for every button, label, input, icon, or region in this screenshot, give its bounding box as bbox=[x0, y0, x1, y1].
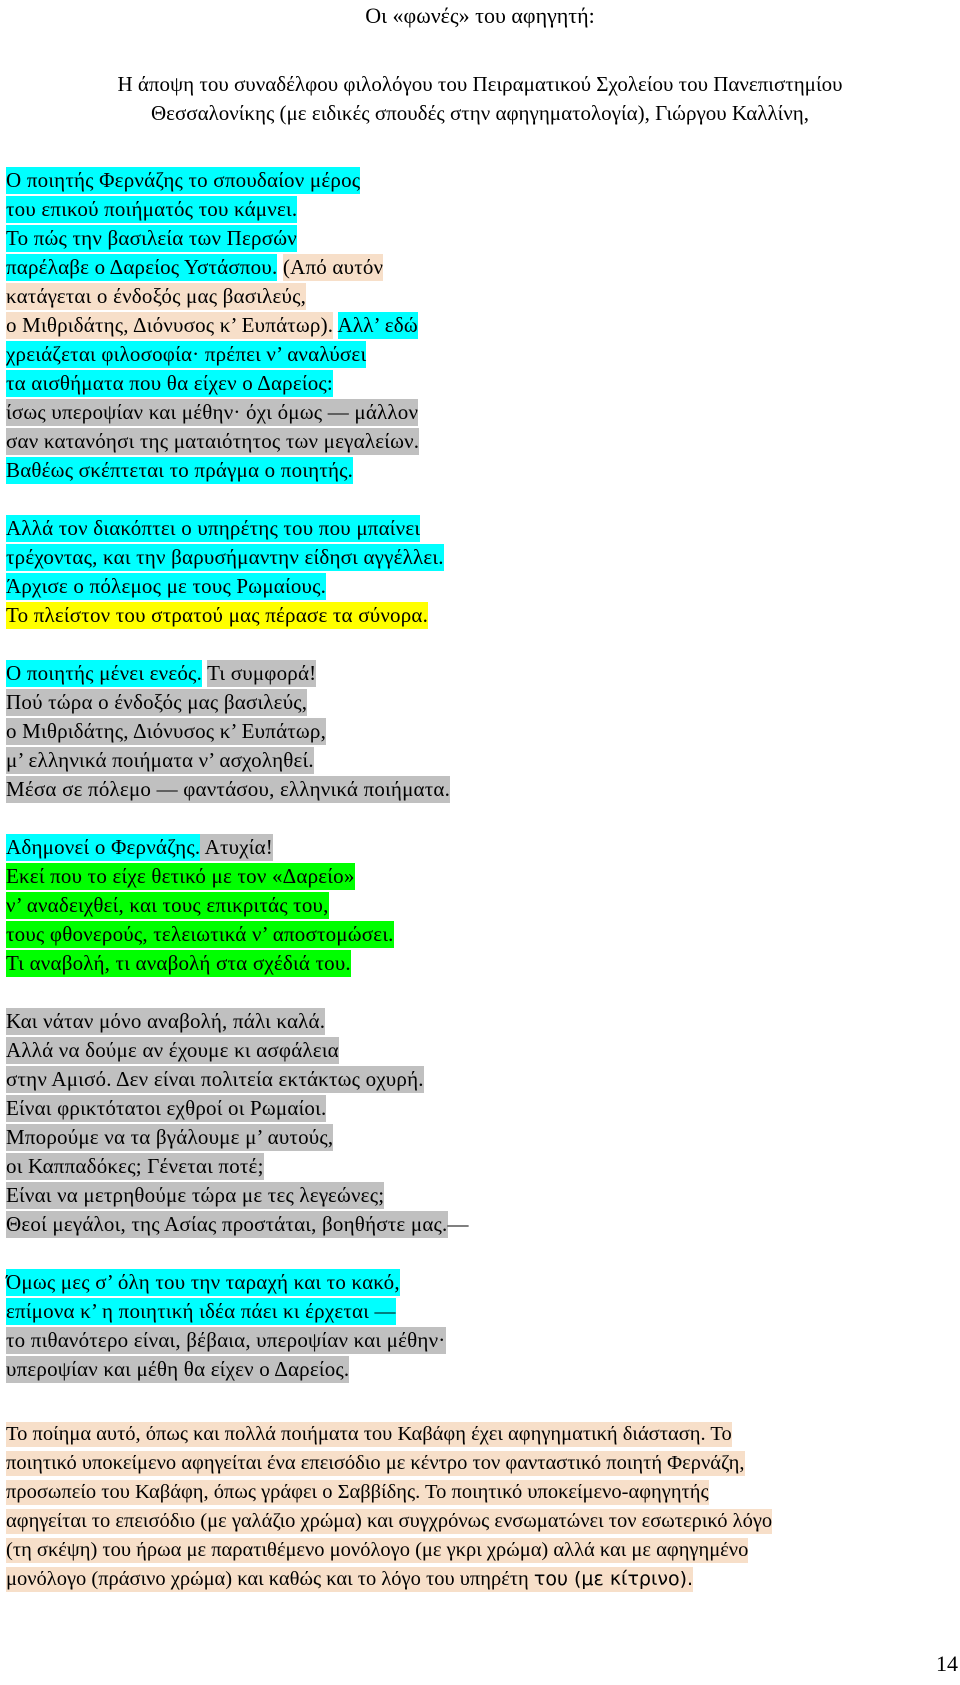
stanza-break bbox=[6, 630, 469, 659]
poem-line bbox=[6, 1094, 469, 1123]
commentary-line bbox=[6, 1536, 956, 1565]
highlighted-segment: Θεοί μεγάλοι, της Ασίας προστάται, βοηθήστε μας. bbox=[6, 1212, 448, 1236]
poem-line bbox=[6, 166, 469, 195]
highlighted-segment: Βαθέως σκέπτεται το πράγμα ο ποιητής. bbox=[6, 458, 354, 482]
highlighted-segment: τους φθονερούς, τελειωτικά ν’ αποστομώσει. bbox=[6, 922, 394, 946]
highlighted-segment: Το πώς την βασιλεία των Περσών bbox=[6, 226, 297, 250]
highlighted-segment bbox=[333, 312, 337, 339]
poem-line bbox=[6, 1297, 469, 1326]
highlighted-segment: του επικού ποιήματός του κάμνει. bbox=[6, 197, 298, 221]
highlighted-segment: οι Καππαδόκες; Γένεται ποτέ; bbox=[6, 1154, 264, 1178]
poem-line bbox=[6, 920, 469, 949]
poem-line bbox=[6, 891, 469, 920]
highlighted-segment: Είναι να μετρηθούμε τώρα με τες λεγεώνες; bbox=[6, 1183, 385, 1207]
page-number: 14 bbox=[936, 1651, 958, 1676]
stanza-break bbox=[6, 485, 469, 514]
intro-line-1: Η άποψη του συναδέλφου φιλολόγου του Πειραματικού Σχολείου του Πανεπιστημίου bbox=[117, 72, 843, 96]
highlighted-segment: το πιθανότερο είναι, βέβαια, υπεροψίαν και μέθην· bbox=[6, 1328, 446, 1352]
poem-line bbox=[6, 427, 469, 456]
poem-line bbox=[6, 311, 469, 340]
highlighted-segment: Άρχισε ο πόλεμος με τους Ρωμαίους. bbox=[6, 574, 327, 598]
poem-line bbox=[6, 543, 469, 572]
highlighted-segment: Μπορούμε να τα βγάλουμε μ’ αυτούς, bbox=[6, 1125, 334, 1149]
poem-line bbox=[6, 1065, 469, 1094]
highlighted-segment: Ο ποιητής Φερνάζης το σπουδαίον μέρος bbox=[6, 168, 361, 192]
poem-line bbox=[6, 514, 469, 543]
highlighted-segment: Αλλ’ εδώ bbox=[337, 313, 418, 337]
highlighted-segment: σαν κατανόησι της ματαιότητος των μεγαλείων. bbox=[6, 429, 420, 453]
poem-line bbox=[6, 456, 469, 485]
highlighted-segment: Ο ποιητής μένει ενεός. bbox=[6, 661, 203, 685]
commentary-line bbox=[6, 1449, 956, 1478]
poem-line bbox=[6, 833, 469, 862]
poem-line bbox=[6, 717, 469, 746]
highlighted-segment: Πού τώρα ο ένδοξός μας βασιλεύς, bbox=[6, 690, 308, 714]
highlighted-segment: χρειάζεται φιλοσοφία· πρέπει ν’ αναλύσει bbox=[6, 342, 367, 366]
highlighted-segment: ο Μιθριδάτης, Διόνυσος κ’ Ευπάτωρ, bbox=[6, 719, 327, 743]
highlighted-segment: κατάγεται ο ένδοξός μας βασιλεύς, bbox=[6, 284, 307, 308]
commentary-line bbox=[6, 1507, 956, 1536]
highlighted-segment: παρέλαβε ο Δαρείος Υστάσπου. bbox=[6, 255, 278, 279]
highlighted-segment: επίμονα κ’ η ποιητική ιδέα πάει κι έρχεται — bbox=[6, 1299, 396, 1323]
poem-line bbox=[6, 282, 469, 311]
document-title: Οι «φωνές» του αφηγητή: bbox=[365, 3, 595, 28]
poem-line bbox=[6, 340, 469, 369]
stanza-break bbox=[6, 978, 469, 1007]
highlighted-segment: υπεροψίαν και μέθη θα είχεν ο Δαρείος. bbox=[6, 1357, 350, 1381]
highlighted-segment: τα αισθήματα που θα είχεν ο Δαρείος: bbox=[6, 371, 333, 395]
poem-line bbox=[6, 862, 469, 891]
poem-line bbox=[6, 601, 469, 630]
poem-line bbox=[6, 775, 469, 804]
highlighted-segment: Εκεί που το είχε θετικό με τον «Δαρείο» bbox=[6, 864, 355, 888]
poem-line bbox=[6, 253, 469, 282]
poem-line bbox=[6, 688, 469, 717]
commentary-text-sans: του (με κίτρινο). bbox=[533, 1568, 694, 1590]
intro-paragraph bbox=[0, 70, 960, 128]
highlighted-segment: Και νάταν μόνο αναβολή, πάλι καλά. bbox=[6, 1009, 326, 1033]
poem-line bbox=[6, 1007, 469, 1036]
intro-line-2: Θεσσαλονίκης (με ειδικές σπουδές στην αφηγηματολογία), Γιώργου Καλλίνη, bbox=[150, 101, 810, 125]
highlighted-segment: — bbox=[447, 1212, 469, 1236]
poem-line bbox=[6, 195, 469, 224]
stanza-break bbox=[6, 1239, 469, 1268]
highlighted-segment: Μέσα σε πόλεμο — φαντάσου, ελληνικά ποιήματα. bbox=[6, 777, 451, 801]
poem-line bbox=[6, 572, 469, 601]
highlighted-segment: Αδημονεί ο Φερνάζης. bbox=[6, 835, 201, 859]
highlighted-segment: Το πλείστον του στρατού μας πέρασε τα σύνορα. bbox=[6, 603, 429, 627]
poem-line bbox=[6, 1036, 469, 1065]
highlighted-segment: ο Μιθριδάτης, Διόνυσος κ’ Ευπάτωρ). bbox=[6, 313, 334, 337]
poem-line bbox=[6, 1123, 469, 1152]
highlighted-segment: (Από αυτόν bbox=[282, 255, 384, 279]
highlighted-segment: ίσως υπεροψίαν και μέθην· όχι όμως — μάλλον bbox=[6, 400, 419, 424]
poem-line bbox=[6, 1210, 469, 1239]
highlighted-segment: τρέχοντας, και την βαρυσήμαντην είδησι αγγέλλει. bbox=[6, 545, 444, 569]
poem-line bbox=[6, 1268, 469, 1297]
poem-line bbox=[6, 1152, 469, 1181]
commentary-line bbox=[6, 1565, 956, 1594]
poem-line bbox=[6, 746, 469, 775]
poem-line bbox=[6, 1355, 469, 1384]
highlighted-segment: ν’ αναδειχθεί, και τους επικριτάς του, bbox=[6, 893, 329, 917]
highlighted-segment: Τι συμφορά! bbox=[207, 661, 317, 685]
poem-line bbox=[6, 949, 469, 978]
commentary-line bbox=[6, 1478, 956, 1507]
highlighted-segment: Αλλά τον διακόπτει ο υπηρέτης του που μπαίνει bbox=[6, 516, 421, 540]
poem-line bbox=[6, 659, 469, 688]
highlighted-segment: Είναι φρικτότατοι εχθροί οι Ρωμαίοι. bbox=[6, 1096, 327, 1120]
highlighted-segment: στην Αμισό. Δεν είναι πολιτεία εκτάκτως οχυρή. bbox=[6, 1067, 424, 1091]
highlighted-segment: μ’ ελληνικά ποιήματα ν’ ασχοληθεί. bbox=[6, 748, 314, 772]
highlighted-segment: Ατυχία! bbox=[200, 835, 274, 859]
commentary-paragraph bbox=[6, 1420, 956, 1594]
commentary-line bbox=[6, 1420, 956, 1449]
poem-line bbox=[6, 398, 469, 427]
poem-line bbox=[6, 1326, 469, 1355]
commentary-text: Το ποίημα αυτό, όπως και πολλά ποιήματα του Καβάφη έχει αφηγηματική διάσταση. Το bbox=[6, 1423, 732, 1445]
commentary-text: ποιητικό υποκείμενο αφηγείται ένα επεισόδιο με κέντρο τον φανταστικό ποιητή Φερνάζη, bbox=[6, 1452, 745, 1474]
poem-line bbox=[6, 369, 469, 398]
stanza-break bbox=[6, 804, 469, 833]
poem-line bbox=[6, 224, 469, 253]
commentary-text: αφηγείται το επεισόδιο (με γαλάζιο χρώμα) και συγχρόνως ενσωματώνει τον εσωτερικό λόγο bbox=[6, 1510, 773, 1532]
poem-text bbox=[6, 166, 469, 1384]
highlighted-segment: Όμως μες σ’ όλη του την ταραχή και το κακό, bbox=[6, 1270, 400, 1294]
poem-line bbox=[6, 1181, 469, 1210]
commentary-text: προσωπείο του Καβάφη, όπως γράφει ο Σαββίδης. Το ποιητικό υποκείμενο-αφηγητής bbox=[6, 1481, 709, 1503]
highlighted-segment: Τι αναβολή, τι αναβολή στα σχέδιά του. bbox=[6, 951, 351, 975]
highlighted-segment: Αλλά να δούμε αν έχουμε κι ασφάλεια bbox=[6, 1038, 339, 1062]
commentary-text: (τη σκέψη) του ήρωα με παρατιθέμενο μονόλογο (με γκρι χρώμα) αλλά και με αφηγημένο bbox=[6, 1539, 749, 1561]
commentary-text: μονόλογο (πράσινο χρώμα) και καθώς και το λόγο του υπηρέτη bbox=[6, 1568, 534, 1590]
